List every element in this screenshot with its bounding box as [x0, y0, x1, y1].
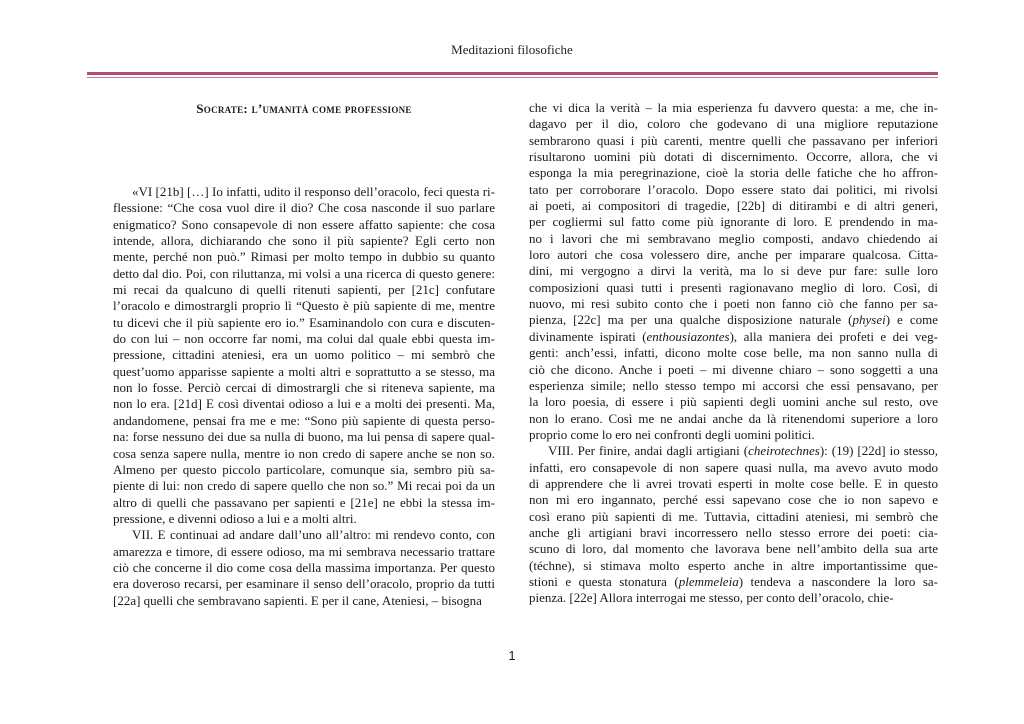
text-line: [22a] quelli che sembravano sapienti. E per il cane, Ateniesi, – bisogna	[113, 592, 482, 608]
text-line: pienza, [22c] ma per una qualche disposizione naturale (physei) e come	[529, 312, 938, 328]
text-line: pienza. [22e] Allora interrogai me stesso, per conto dell’oracolo, chie-	[529, 590, 894, 606]
text-line: dagavo per il dio, coloro che godevano di una migliore reputazione	[529, 116, 938, 132]
left-column-text	[113, 184, 495, 609]
text-line: stioni e questa stonatura (plemmeleia) tendeva a nascondere la loro sa-	[529, 573, 938, 589]
text-line: ciò che concerne il dio come cosa della massima importanza. Per questo	[113, 559, 495, 575]
text-line: infatti, ero consapevole di non sapere quasi nulla, ma avevo avuto modo	[529, 459, 938, 475]
text-line: do con lui – non occorre far nomi, ma colui dal quale ebbi questa im-	[113, 331, 495, 347]
text-line: per cogliermi sul fatto come più ignorante di loro. E prendendo in ma-	[529, 214, 938, 230]
text-line: pressione, e divenni odioso a lui e a molti altri.	[113, 510, 357, 526]
text-line: risultarono uomini più dotati di discernimento. Occorre, allora, che vi	[529, 149, 938, 165]
text-line: nuovo, mi resi subito conto che i poeti non fanno ciò che fanno per sa-	[529, 296, 938, 312]
text-line: «VI [21b] […] Io infatti, udito il responso dell’oracolo, feci questa ri-	[132, 184, 495, 199]
text-line: proprio come lo ero nei confronti degli uomini politici.	[529, 426, 815, 442]
text-line: (téchne), si stimava molto esperto anche in altre importantissime que-	[529, 557, 938, 573]
text-line: divinamente ispirati (enthousiazontes), alla maniera dei profeti e dei veg-	[529, 328, 938, 344]
text-line: VII. E continuai ad andare dall’uno all’altro: mi rendevo conto, con	[132, 527, 495, 543]
text-line: Almeno per questo piccolo particolare, comunque sia, sembro più sa-	[113, 461, 495, 477]
text-line: andandomene, pensai fra me e me: “Sono più sapiente di questa perso-	[113, 412, 495, 428]
text-line: mi recai da qualcuno di quelli ritenuti sapienti, per [21c] confutare	[113, 282, 495, 298]
text-line: ciò che dicono. Anche i poeti – mi divenne chiaro – sono soggetti a una	[529, 361, 938, 377]
text-line: intende, allora, dichiarando che sono il più sapiente? Egli certo non	[113, 233, 495, 249]
text-line: scuno di loro, dal momento che lavorava bene nell’ambito della sua arte	[529, 541, 938, 557]
text-line: dini, mi vergogno a dirvi la verità, ma lo si deve pur fare: sulle loro	[529, 263, 938, 279]
text-line: mente, perché non può.” Rimasi per molto tempo in dubbio su quanto	[113, 249, 495, 265]
header-rule-thick	[87, 72, 938, 75]
text-line: era doveroso recarsi, per esaminare il senso dell’oracolo, proprio da tutti	[113, 576, 495, 592]
text-line: esponga la mia peregrinazione, cioè la storia delle fatiche che ho affron-	[529, 165, 938, 181]
right-column-text	[529, 100, 938, 607]
section-title: Socrate: l’umanità come professione	[196, 101, 412, 116]
text-line: loro autori che cosa volessero dire, anche per imparare qualcosa. Citta-	[529, 247, 938, 263]
text-line: che vi dica la verità – la mia esperienza fu davvero questa: a me, che in-	[529, 100, 938, 115]
text-line: di apprendere che li avrei trovati esperti in molte cose belle. E in questo	[529, 475, 938, 491]
text-line: non lo fosse. Perciò cercai di dimostrargli che si riteneva sapiente, ma	[113, 380, 495, 396]
text-line: detto dal dio. Poi, con riluttanza, mi volsi a una ricerca di questo genere:	[113, 265, 495, 281]
text-line: quest’uomo apparisse sapiente a molti altri e soprattutto a se stesso, ma	[113, 363, 495, 379]
text-line: anche gli artigiani bravi incorressero nello stesso errore dei poeti: cia-	[529, 524, 938, 540]
text-line: tato per corroborare l’oracolo. Dopo essere stato dai politici, mi rivolsi	[529, 181, 938, 197]
text-line: sembrarono quasi i più carenti, mentre quelli che passavano per inferiori	[529, 132, 938, 148]
text-line: piente di lui: non credo di sapere quello che non so.” Mi recai poi da un	[113, 478, 495, 494]
text-line: cosa senza sapere nulla, mentre io non credo di sapere anche se non so.	[113, 445, 495, 461]
text-line: non mi ero ingannato, perché essi sapevano cose che io non sapevo e	[529, 492, 938, 508]
text-line: genti: anch’essi, infatti, dicono molte cose belle, ma non sanno nulla di	[529, 345, 938, 361]
text-line: flessione: “Che cosa vuol dire il dio? Che cosa nasconde il suo parlare	[113, 200, 495, 216]
text-line: na: forse nessuno dei due sa nulla di buono, ma lui pensa di sapere qual-	[113, 429, 495, 445]
header-rule-thin	[87, 77, 938, 78]
text-line: enigmatico? Sono consapevole di non essere affatto sapiente: che cosa	[113, 216, 495, 232]
text-line: pressione, cittadini ateniesi, era un uomo politico – mi sembrò che	[113, 347, 495, 363]
left-column	[113, 100, 495, 609]
text-line: non lo era. [21d] E così diventai odioso a lui e a molti dei presenti. Ma,	[113, 396, 495, 412]
text-line: amarezza e timore, di essere odioso, ma mi sembrava necessario trattare	[113, 543, 495, 559]
page-number: 1	[508, 648, 516, 663]
text-line: così erano più sapienti di me. Tuttavia, cittadini ateniesi, mi sembrò che	[529, 508, 938, 524]
text-line: no i lavori che mi sembravano meglio composti, andavo chiedendo ai	[529, 230, 938, 246]
text-line: esperienza simile; nello stesso tempo mi accorsi che essi pensavano, per	[529, 377, 938, 393]
running-header: Meditazioni filosofiche	[451, 42, 573, 57]
text-line: la loro poesia, di essere i più sapienti degli uomini anche sul resto, ove	[529, 394, 938, 410]
text-line: composizioni quasi tutti i presenti ragionavano meglio di loro. Così, di	[529, 279, 938, 295]
text-line: l’oracolo e dimostrargli proprio lì “Questo è più sapiente di me, mentre	[113, 298, 495, 314]
right-column	[529, 100, 938, 607]
text-line: non lo erano. Così me ne andai anche da là ritenendomi superiore a loro	[529, 410, 938, 426]
text-line: VIII. Per finire, andai dagli artigiani (cheirotechnes): (19) [22d] io stesso,	[548, 443, 938, 459]
text-line: ai poeti, ai compositori di tragedie, [22b] di ditirambi e di altri generi,	[529, 198, 938, 214]
text-line: tu dicevi che il più sapiente ero io.” Esaminandolo con cura e discuten-	[113, 314, 495, 330]
text-line: altro di quelli che passavano per sapienti e [21e] ne ebbi la stessa im-	[113, 494, 495, 510]
